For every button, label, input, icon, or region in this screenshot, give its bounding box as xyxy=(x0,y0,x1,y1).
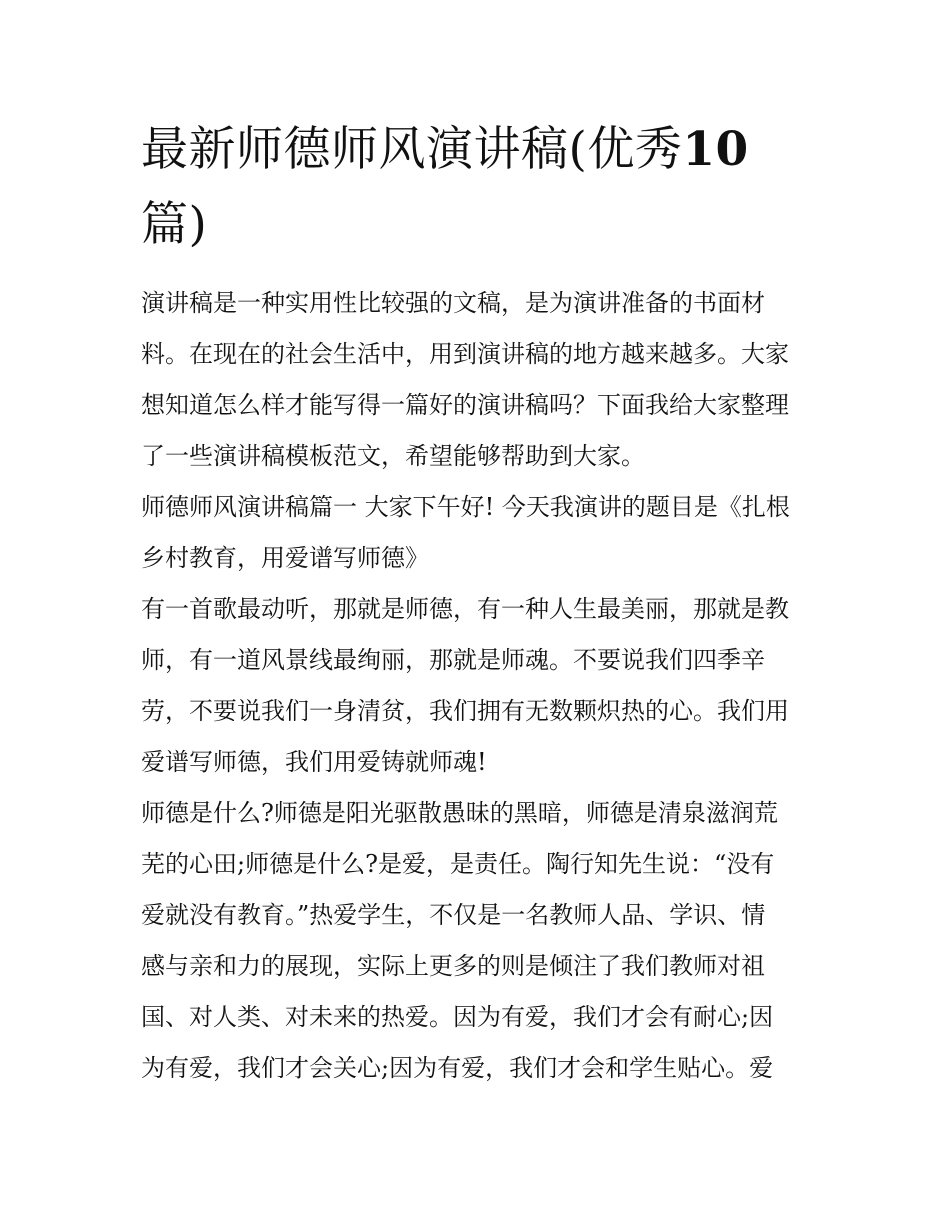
body-line: 师，有一道风景线最绚丽，那就是师魂。不要说我们四季辛 xyxy=(141,646,765,674)
title-number: 10 xyxy=(682,122,749,177)
body-line: 师德师风演讲稿篇一 大家下午好! 今天我演讲的题目是《扎根 xyxy=(141,493,790,521)
document-title xyxy=(141,112,821,262)
title-text-line2: 篇) xyxy=(141,197,208,252)
body-line: 芜的心田;师德是什么?是爱，是责任。陶行知先生说：“没有 xyxy=(141,850,775,878)
body-line: 爱就没有教育。”热爱学生，不仅是一名教师人品、学识、情 xyxy=(141,901,766,929)
body-line: 为有爱，我们才会关心;因为有爱，我们才会和学生贴心。爱 xyxy=(141,1054,774,1082)
body-line: 有一首歌最动听，那就是师德，有一种人生最美丽，那就是教 xyxy=(141,595,789,623)
body-line: 感与亲和力的展现，实际上更多的则是倾注了我们教师对祖 xyxy=(141,952,765,980)
body-line: 想知道怎么样才能写得一篇好的演讲稿吗？下面我给大家整理 xyxy=(141,391,789,419)
body-line: 演讲稿是一种实用性比较强的文稿，是为演讲准备的书面材 xyxy=(141,289,765,317)
body-line: 国、对人类、对未来的热爱。因为有爱，我们才会有耐心;因 xyxy=(141,1003,774,1031)
body-line: 爱谱写师德，我们用爱铸就师魂! xyxy=(141,748,487,776)
body-line: 乡村教育，用爱谱写师德》 xyxy=(141,544,429,572)
body-line: 料。在现在的社会生活中，用到演讲稿的地方越来越多。大家 xyxy=(141,340,789,368)
body-line: 劳，不要说我们一身清贫，我们拥有无数颗炽热的心。我们用 xyxy=(141,697,789,725)
body-line: 了一些演讲稿模板范文，希望能够帮助到大家。 xyxy=(141,442,645,470)
body-line: 师德是什么?师德是阳光驱散愚昧的黑暗，师德是清泉滋润荒 xyxy=(141,799,778,827)
document-body xyxy=(141,278,821,1094)
title-text: 最新师德师风演讲稿(优秀 xyxy=(141,122,683,177)
